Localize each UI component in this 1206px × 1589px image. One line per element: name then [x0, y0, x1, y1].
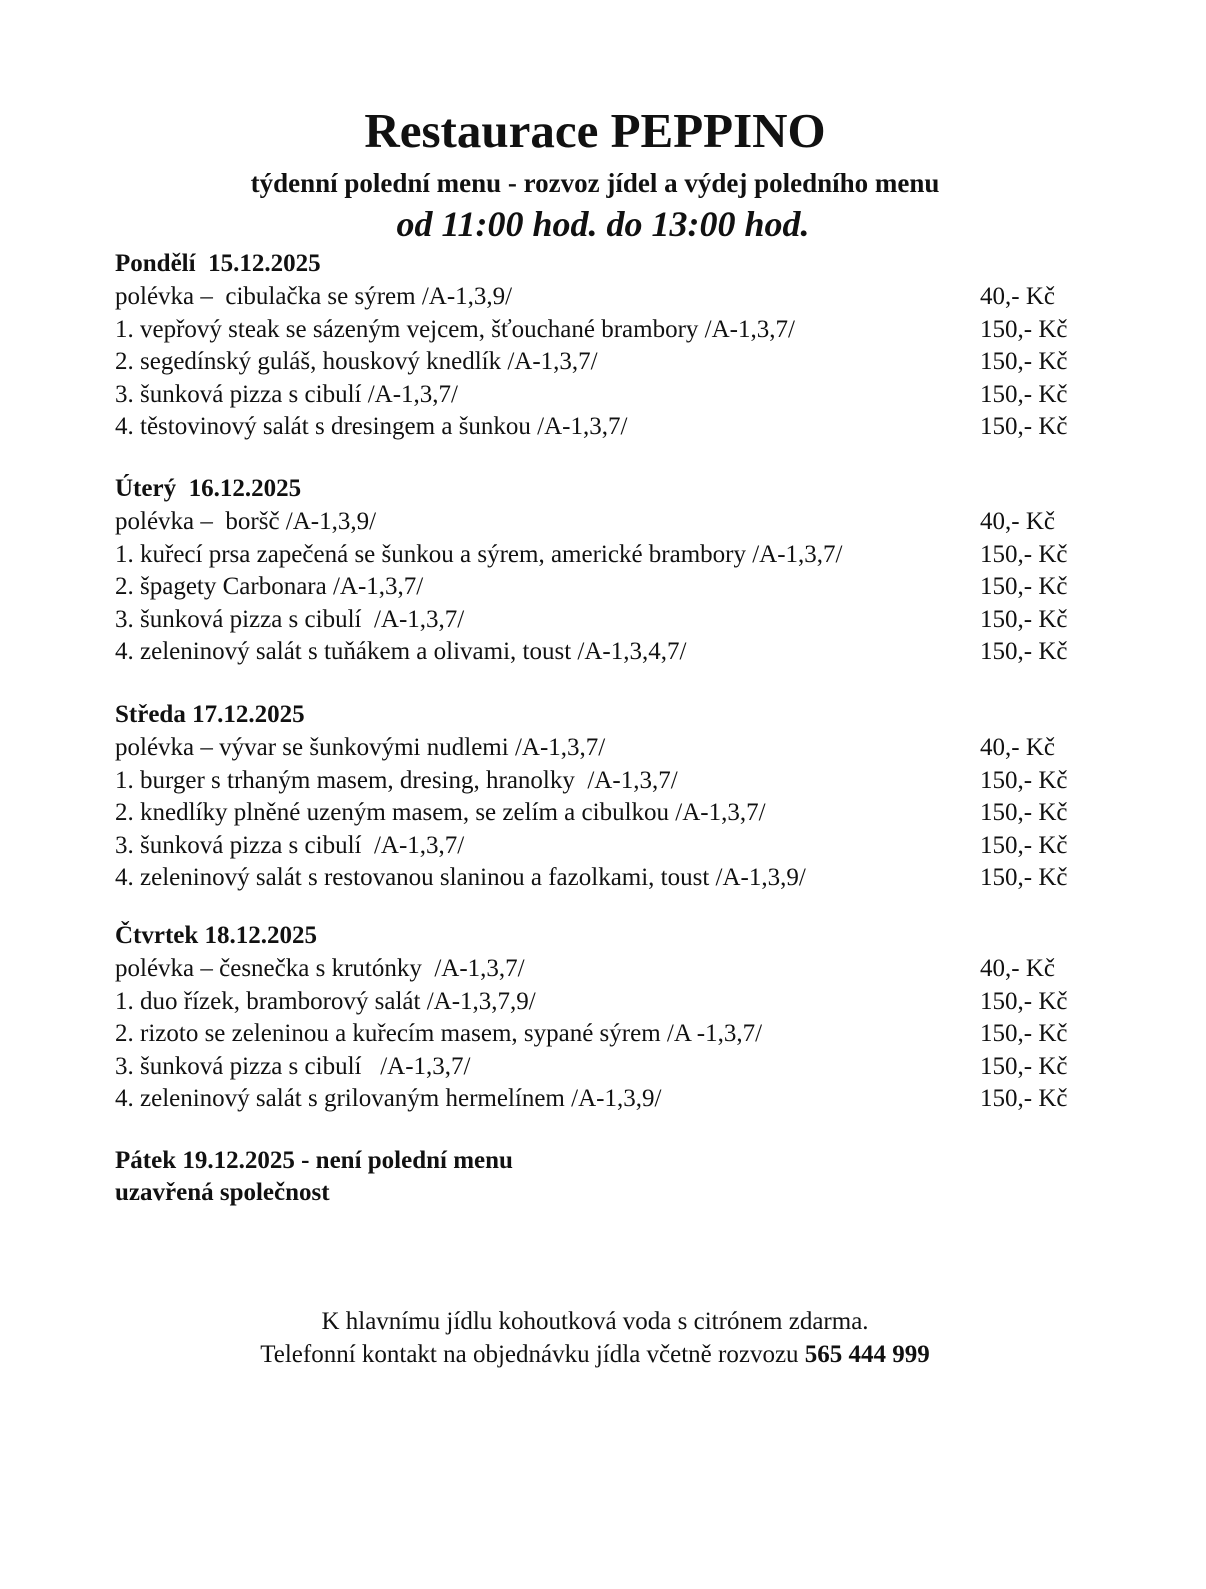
menu-item-text: polévka – česnečka s krutónky /A-1,3,7/: [115, 955, 525, 982]
menu-item-price: 40,- Kč: [980, 734, 1055, 761]
page-title: Restaurace PEPPINO: [364, 103, 826, 158]
menu-item-text: 1. kuřecí prsa zapečená se šunkou a sýrem, americké brambory /A-1,3,7/: [115, 540, 843, 568]
menu-item-price: 150,- Kč: [980, 315, 1068, 343]
day-section-monday: [115, 247, 1085, 444]
menu-item-4: [115, 411, 1085, 444]
menu-item-price: 150,- Kč: [980, 638, 1068, 665]
menu-item-text: 2. špagety Carbonara /A-1,3,7/: [115, 573, 424, 600]
menu-item-3: [115, 1051, 1085, 1084]
menu-item-text: 2. segedínský guláš, houskový knedlík /A-1,3,7/: [115, 348, 598, 375]
menu-item-text: 1. duo řízek, bramborový salát /A-1,3,7,9/: [115, 987, 536, 1015]
page-subtitle: týdenní polední menu - rozvoz jídel a výdej poledního menu: [250, 168, 940, 198]
closed-reason: uzavřená společnost: [115, 1179, 330, 1206]
menu-item-text: 3. šunková pizza s cibulí /A-1,3,7/: [115, 380, 458, 408]
menu-item-2: [115, 346, 1085, 379]
menu-item-text: polévka – boršč /A-1,3,9/: [115, 508, 377, 535]
day-heading: Pondělí 15.12.2025: [115, 250, 321, 277]
menu-item-3: [115, 379, 1085, 412]
day-heading: Úterý 16.12.2025: [115, 475, 302, 502]
menu-item-text: polévka – cibulačka se sýrem /A-1,3,9/: [115, 283, 513, 310]
menu-item-soup: [115, 506, 1085, 539]
footer-contact-text: Telefonní kontakt na objednávku jídla včetně rozvozu: [260, 1341, 805, 1368]
footer-water-note: K hlavnímu jídlu kohoutková voda s citrónem zdarma.: [321, 1308, 869, 1335]
menu-item-text: 4. zeleninový salát s tuňákem a olivami, toust /A-1,3,4,7/: [115, 638, 687, 665]
service-hours: od 11:00 hod. do 13:00 hod.: [396, 204, 810, 244]
menu-item-price: 150,- Kč: [980, 573, 1068, 600]
menu-item-text: 3. šunková pizza s cibulí /A-1,3,7/: [115, 605, 465, 633]
menu-item-3: [115, 830, 1085, 863]
menu-item-text: 2. knedlíky plněné uzeným masem, se zelím a cibulkou /A-1,3,7/: [115, 799, 766, 826]
menu-item-price: 150,- Kč: [980, 799, 1068, 826]
menu-item-1: [115, 314, 1085, 347]
menu-item-price: 150,- Kč: [980, 540, 1068, 568]
menu-item-price: 150,- Kč: [980, 766, 1068, 794]
menu-item-text: 3. šunková pizza s cibulí /A-1,3,7/: [115, 1052, 471, 1080]
menu-item-4: [115, 862, 1085, 895]
menu-item-text: 2. rizoto se zeleninou a kuřecím masem, sypané sýrem /A -1,3,7/: [115, 1020, 763, 1047]
footer: [0, 1305, 1190, 1371]
menu-item-3: [115, 604, 1085, 637]
menu-item-price: 150,- Kč: [980, 413, 1068, 440]
phone-number: 565 444 999: [804, 1341, 930, 1368]
menu-item-soup: [115, 281, 1085, 314]
menu-item-price: 150,- Kč: [980, 348, 1068, 375]
day-section-tuesday: [115, 472, 1085, 669]
menu-item-price: 40,- Kč: [980, 283, 1055, 310]
menu-item-price: 40,- Kč: [980, 508, 1055, 535]
menu-item-price: 150,- Kč: [980, 380, 1068, 408]
menu-item-text: 4. zeleninový salát s restovanou slaninou a fazolkami, toust /A-1,3,9/: [115, 864, 806, 891]
menu-item-2: [115, 797, 1085, 830]
menu-item-price: 150,- Kč: [980, 1020, 1068, 1047]
day-section-thursday: [115, 919, 1085, 1116]
menu-item-4: [115, 636, 1085, 669]
menu-item-2: [115, 571, 1085, 604]
menu-item-4: [115, 1083, 1085, 1116]
menu-item-2: [115, 1018, 1085, 1051]
menu-item-price: 150,- Kč: [980, 864, 1068, 891]
menu-item-text: 4. zeleninový salát s grilovaným hermelínem /A-1,3,9/: [115, 1085, 662, 1112]
day-heading: Středa 17.12.2025: [115, 701, 305, 728]
menu-item-1: [115, 986, 1085, 1019]
menu-item-price: 150,- Kč: [980, 605, 1068, 633]
menu-item-text: 1. vepřový steak se sázeným vejcem, šťouchané brambory /A-1,3,7/: [115, 315, 795, 343]
closed-line: Pátek 19.12.2025 - není polední menu: [115, 1147, 513, 1174]
friday-closed-notice: [115, 1145, 513, 1209]
menu-item-text: 1. burger s trhaným masem, dresing, hranolky /A-1,3,7/: [115, 766, 678, 794]
menu-item-price: 40,- Kč: [980, 955, 1055, 982]
menu-item-soup: [115, 953, 1085, 986]
footer-contact: [0, 1338, 1190, 1371]
menu-item-text: 4. těstovinový salát s dresingem a šunkou /A-1,3,7/: [115, 413, 628, 440]
menu-item-text: 3. šunková pizza s cibulí /A-1,3,7/: [115, 831, 465, 859]
day-section-wednesday: [115, 698, 1085, 895]
day-heading: Čtvrtek 18.12.2025: [115, 922, 318, 949]
menu-item-soup: [115, 732, 1085, 765]
menu-item-1: [115, 539, 1085, 572]
menu-item-1: [115, 765, 1085, 798]
menu-item-price: 150,- Kč: [980, 987, 1068, 1015]
menu-item-text: polévka – vývar se šunkovými nudlemi /A-1,3,7/: [115, 734, 606, 761]
menu-item-price: 150,- Kč: [980, 1085, 1068, 1112]
menu-item-price: 150,- Kč: [980, 831, 1068, 859]
menu-item-price: 150,- Kč: [980, 1052, 1068, 1080]
